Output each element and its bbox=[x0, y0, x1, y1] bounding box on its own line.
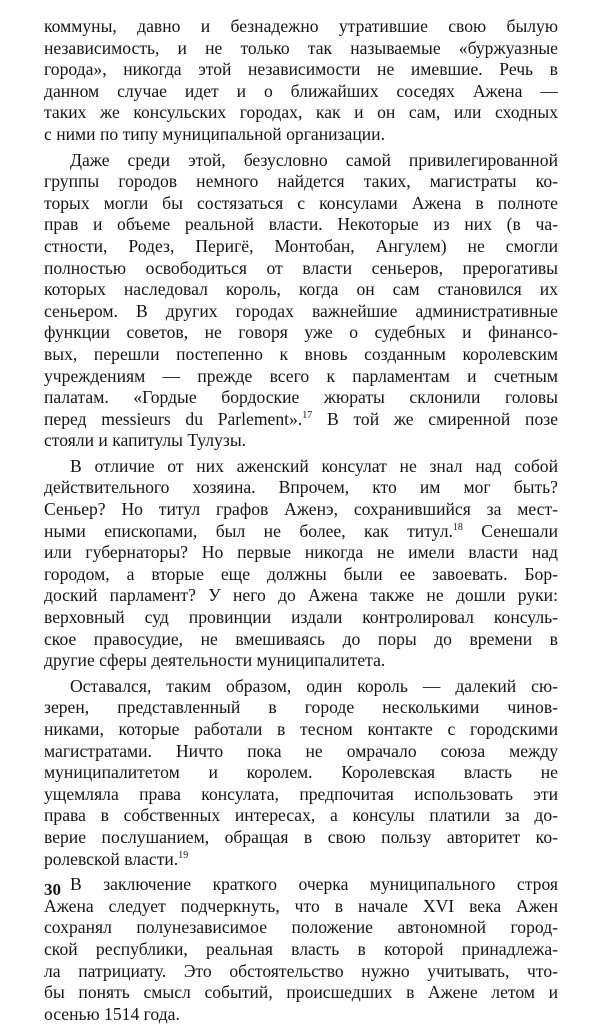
line-text: группы городов немного найдется таких, магистраты ко- bbox=[44, 171, 558, 192]
line-text: таких же консульских городах, как и он сам, или сходных bbox=[44, 102, 558, 123]
line-text: действительного хозяина. Впрочем, кто им мог быть? bbox=[44, 477, 558, 498]
text-line bbox=[44, 499, 558, 521]
paragraph bbox=[44, 676, 558, 870]
line-text: В отличие от них аженский консулат не знал над собой bbox=[70, 455, 558, 476]
text-line bbox=[44, 521, 558, 543]
text-line bbox=[44, 214, 558, 236]
line-text: права в собственных интересах, а консулы платили за до- bbox=[44, 805, 558, 826]
line-text: или губернаторы? Но первые никогда не имели власти над bbox=[44, 542, 558, 563]
line-text-after: В той же смиренной позе bbox=[312, 408, 559, 429]
text-line bbox=[44, 961, 558, 983]
paragraph bbox=[44, 456, 558, 672]
line-text: данном случае идет и о ближайших соседях Ажена — bbox=[44, 80, 558, 101]
footnote-ref[interactable]: 17 bbox=[302, 409, 313, 421]
text-line bbox=[44, 719, 558, 741]
text-line bbox=[44, 322, 558, 344]
line-text: ское правосудие, не вмешиваясь до поры до времени в bbox=[44, 628, 558, 649]
text-line bbox=[44, 258, 558, 280]
line-text: ла патрициату. Это обстоятельство нужно учитывать, что- bbox=[44, 960, 558, 981]
text-line bbox=[44, 1004, 558, 1025]
text-line bbox=[44, 585, 558, 607]
line-text: магистратами. Ничто пока не омрачало союза между bbox=[44, 740, 558, 761]
text-line bbox=[44, 917, 558, 939]
line-text: доский парламент? У него до Ажена также не дошли руки: bbox=[44, 585, 558, 606]
line-text: никами, которые работали в тесном контакте с городскими bbox=[44, 719, 558, 739]
line-text: функции советов, не говоря уже о судебных и финансо- bbox=[44, 322, 558, 343]
page-body bbox=[44, 16, 558, 1025]
line-text: полностью освободиться от власти сеньеров, прерогативы bbox=[44, 257, 558, 278]
footnote-ref[interactable]: 19 bbox=[178, 849, 189, 861]
text-line bbox=[44, 697, 558, 719]
text-line bbox=[44, 81, 558, 103]
text-line bbox=[44, 16, 558, 38]
text-line bbox=[44, 629, 558, 651]
text-line bbox=[44, 171, 558, 193]
text-line bbox=[44, 982, 558, 1004]
text-line bbox=[44, 477, 558, 499]
text-line bbox=[44, 676, 558, 698]
line-text: стности, Родез, Перигё, Монтобан, Ангулем) не смогли bbox=[44, 235, 558, 256]
line-text: городом, а вторые еще должны были ее завоевать. Бор- bbox=[44, 563, 558, 584]
line-text: осенью 1514 года. bbox=[44, 1003, 180, 1024]
text-line bbox=[44, 741, 558, 763]
line-text: В заключение краткого очерка муниципального строя bbox=[70, 874, 558, 895]
line-text: вых, перешли постепенно к вновь созданным королевским bbox=[44, 343, 558, 364]
line-text-after: Сенешали bbox=[462, 520, 558, 541]
paragraph bbox=[44, 16, 558, 146]
text-line bbox=[44, 827, 558, 849]
text-line bbox=[44, 387, 558, 409]
text-line bbox=[44, 762, 558, 784]
text-line bbox=[44, 896, 558, 918]
line-text: учреждениям — прежде всего к парламентам и счетным bbox=[44, 365, 558, 386]
line-text: независимость, и не только так называемые «буржуазные bbox=[44, 37, 558, 58]
line-text: Ажена следует подчеркнуть, что в начале XVI века Ажен bbox=[44, 895, 558, 916]
text-line bbox=[44, 38, 558, 60]
line-text: с ними по типу муниципальной организации. bbox=[44, 123, 385, 144]
paragraph bbox=[44, 150, 558, 452]
line-text: ролевской власти. bbox=[44, 848, 179, 869]
text-line bbox=[44, 784, 558, 806]
line-text: Оставался, таким образом, один король — далекий сю- bbox=[70, 675, 558, 696]
text-line bbox=[44, 102, 558, 124]
line-text: зерен, представленный в городе несколькими чинов- bbox=[44, 697, 558, 718]
text-line bbox=[44, 430, 558, 452]
line-text: сеньером. В других городах важнейшие административные bbox=[44, 300, 558, 321]
text-line bbox=[44, 849, 558, 871]
text-line bbox=[44, 344, 558, 366]
text-line bbox=[44, 150, 558, 172]
line-text: торых могли бы состязаться с консулами Ажена в полноте bbox=[44, 192, 558, 213]
line-text: верие послушанием, обращая в свою пользу авторитет ко- bbox=[44, 826, 558, 847]
text-line bbox=[44, 939, 558, 961]
line-text: прав и объеме реальной власти. Некоторые из них (в ча- bbox=[44, 214, 558, 235]
footnote-ref[interactable]: 18 bbox=[452, 521, 463, 533]
text-line bbox=[44, 193, 558, 215]
line-text: Даже среди этой, безусловно самой привилегированной bbox=[70, 149, 558, 170]
line-text: сохранял полунезависимое положение автономной город- bbox=[44, 917, 558, 938]
text-line bbox=[44, 366, 558, 388]
paragraph bbox=[44, 874, 558, 1025]
text-line bbox=[44, 456, 558, 478]
line-text: верховный суд провинции издали контролировал консуль- bbox=[44, 607, 558, 628]
text-line bbox=[44, 607, 558, 629]
text-line bbox=[44, 542, 558, 564]
text-line bbox=[44, 279, 558, 301]
text-line bbox=[44, 236, 558, 258]
line-text: города», никогда этой независимости не имевшие. Речь в bbox=[44, 59, 558, 80]
line-text: которых наследовал король, когда он сам становился их bbox=[44, 279, 558, 300]
line-text: другие сферы деятельности муниципалитета. bbox=[44, 650, 386, 671]
text-line bbox=[44, 805, 558, 827]
line-text: палатам. «Гордые бордоские жюраты склонили головы bbox=[44, 387, 558, 408]
text-line bbox=[44, 874, 558, 896]
line-text: коммуны, давно и безнадежно утратившие свою былую bbox=[44, 16, 558, 36]
text-line bbox=[44, 650, 558, 672]
line-text: ской республики, реальная власть в которой принадлежа- bbox=[44, 938, 558, 959]
line-text: ными епископами, был не более, как титул. bbox=[44, 520, 453, 541]
line-text: стояли и капитулы Тулузы. bbox=[44, 430, 247, 451]
text-line bbox=[44, 124, 558, 146]
text-line bbox=[44, 409, 558, 431]
line-text: муниципалитетом и королем. Королевская власть не bbox=[44, 762, 558, 783]
line-text: Сеньер? Но титул графов Аженэ, сохранившийся за мест- bbox=[44, 499, 558, 520]
text-line bbox=[44, 564, 558, 586]
text-line bbox=[44, 301, 558, 323]
line-text: ущемляла права консулата, предпочитая использовать эти bbox=[44, 783, 558, 804]
page-number: 30 bbox=[44, 880, 61, 899]
line-text: бы понять смысл событий, происшедших в Ажене летом и bbox=[44, 982, 558, 1003]
line-text: перед messieurs du Parlement». bbox=[44, 408, 303, 429]
text-line bbox=[44, 59, 558, 81]
